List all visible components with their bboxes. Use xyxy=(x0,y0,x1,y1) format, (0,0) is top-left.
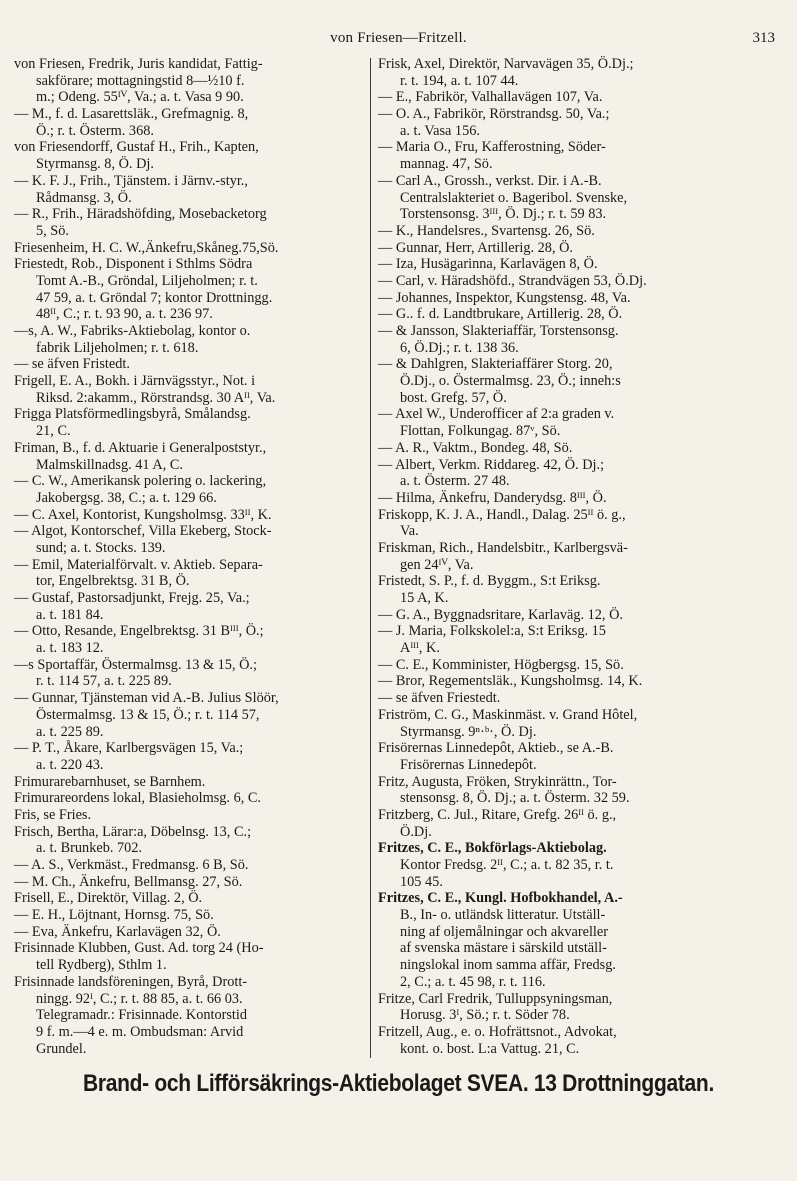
directory-line: Friskopp, K. J. A., Handl., Dalag. 25ᴵᴵ ö. g., xyxy=(378,506,626,523)
directory-line: Centralslakteriet o. Bageribol. Svenske, xyxy=(400,189,628,206)
directory-line: — se äfven Friestedt. xyxy=(378,690,501,707)
directory-line: Friskman, Rich., Handelsbitr., Karlbergsvä- xyxy=(378,539,628,556)
column-divider xyxy=(370,58,371,1058)
directory-line: 15 A, K. xyxy=(400,590,449,606)
directory-line: af svenska mästare i särskild utställ- xyxy=(400,940,607,957)
directory-line: a. t. 220 43. xyxy=(36,756,104,773)
directory-line: Grundel. xyxy=(36,1040,87,1057)
directory-line: Fritzell, Aug., e. o. Hofrättsnot., Advokat, xyxy=(378,1023,617,1040)
directory-line: Fristedt, S. P., f. d. Byggm., S:t Eriksg. xyxy=(378,573,601,590)
directory-line: Tomt A.-B., Gröndal, Liljeholmen; r. t. xyxy=(36,272,258,289)
directory-line: Östermalmsg. 13 & 15, Ö.; r. t. 114 57, xyxy=(36,706,260,723)
directory-line: Styrmansg. 8, Ö. Dj. xyxy=(36,156,154,173)
page-number: 313 xyxy=(752,30,775,46)
directory-line: kont. o. bost. L:a Vattug. 21, C. xyxy=(400,1040,580,1057)
right-column xyxy=(378,56,778,1057)
directory-line: 21, C. xyxy=(36,423,71,440)
directory-line: Horusg. 3ᴵ, Sö.; r. t. Söder 78. xyxy=(400,1007,570,1024)
directory-line: — P. T., Åkare, Karlbergsvägen 15, Va.; xyxy=(14,740,244,757)
directory-line: — se äfven Fristedt. xyxy=(14,356,130,373)
directory-line: Frigell, E. A., Bokh. i Järnvägsstyr., Not. i xyxy=(14,373,256,390)
directory-line: — Emil, Materialförvalt. v. Aktieb. Separa- xyxy=(14,556,263,573)
directory-line: stensonsg. 8, Ö. Dj.; a. t. Österm. 32 59. xyxy=(400,790,630,807)
directory-line: — A. R., Vaktm., Bondeg. 48, Sö. xyxy=(378,439,573,456)
directory-line: — G.. f. d. Landtbrukare, Artillerig. 28, Ö. xyxy=(378,306,623,323)
directory-line: a. t. Brunkeb. 702. xyxy=(36,840,143,857)
directory-line: a. t. Österm. 27 48. xyxy=(400,473,510,490)
directory-line: von Friesen, Fredrik, Juris kandidat, Fattig- xyxy=(14,56,263,72)
directory-line: — C. W., Amerikansk polering o. lackering, xyxy=(14,473,267,490)
directory-line: Fritzes, C. E., Bokförlags-Aktiebolag. xyxy=(378,840,607,857)
directory-line: a. t. 225 89. xyxy=(36,723,104,740)
directory-line: Frisell, E., Direktör, Villag. 2, Ö. xyxy=(14,890,203,907)
directory-line: Fritzes, C. E., Kungl. Hofbokhandel, A.- xyxy=(378,890,623,907)
directory-line: Fritzberg, C. Jul., Ritare, Grefg. 26ᴵᴵ ö. g., xyxy=(378,806,617,823)
directory-line: — Iza, Husägarinna, Karlavägen 8, Ö. xyxy=(378,256,598,273)
directory-line: Flottan, Folkungag. 87ᵛ, Sö. xyxy=(400,423,561,440)
directory-line: 2, C.; a. t. 45 98, r. t. 116. xyxy=(400,973,546,990)
directory-line: — Eva, Änkefru, Karlavägen 32, Ö. xyxy=(14,923,221,940)
directory-line: — & Jansson, Slakteriaffär, Torstensonsg. xyxy=(378,323,619,339)
directory-line: — Carl, v. Häradshöfd., Strandvägen 53, Ö.Dj. xyxy=(378,272,647,289)
directory-line: ningslokal inom samma affär, Fredsg. xyxy=(400,957,616,974)
directory-line: — Hilma, Änkefru, Danderydsg. 8ᴵᴵᴵ, Ö. xyxy=(378,489,607,506)
directory-line: — A. S., Verkmäst., Fredmansg. 6 B, Sö. xyxy=(14,857,249,873)
directory-line: Frigga Platsförmedlingsbyrå, Smålandsg. xyxy=(14,406,251,423)
directory-line: a. t. 181 84. xyxy=(36,606,104,623)
directory-line: — Gunnar, Herr, Artillerig. 28, Ö. xyxy=(378,239,573,256)
directory-line: —s Sportaffär, Östermalmsg. 13 & 15, Ö.; xyxy=(14,656,257,673)
directory-line: Fritz, Augusta, Fröken, Strykinrättn., Tor- xyxy=(378,773,617,790)
directory-line: Friström, C. G., Maskinmäst. v. Grand Hôtel, xyxy=(378,706,638,723)
directory-line: Frisörernas Linnedepôt. xyxy=(400,756,537,773)
directory-line: — Albert, Verkm. Riddareg. 42, Ö. Dj.; xyxy=(378,456,605,473)
directory-line: — G. A., Byggnadsritare, Karlaväg. 12, Ö. xyxy=(378,606,623,623)
directory-line: Frisinnade landsföreningen, Byrå, Drott- xyxy=(14,973,248,990)
directory-line: Kontor Fredsg. 2ᴵᴵ, C.; a. t. 82 35, r. t. xyxy=(400,857,614,873)
directory-line: — R., Frih., Häradshöfding, Mosebacketorg xyxy=(14,206,267,223)
directory-line: — K., Handelsres., Svartensg. 26, Sö. xyxy=(378,222,595,239)
directory-line: — O. A., Fabrikör, Rörstrandsg. 50, Va.; xyxy=(378,106,610,123)
directory-line: — E. H., Löjtnant, Hornsg. 75, Sö. xyxy=(14,907,214,924)
directory-line: — Maria O., Fru, Kafferostning, Söder- xyxy=(378,139,606,156)
directory-line: Rådmansg. 3, Ö. xyxy=(36,189,132,206)
directory-line: — E., Fabrikör, Valhallavägen 107, Va. xyxy=(378,89,603,106)
directory-line: — M. Ch., Änkefru, Bellmansg. 27, Sö. xyxy=(14,873,243,890)
directory-line: — Johannes, Inspektor, Kungstensg. 48, Va. xyxy=(378,289,631,306)
directory-line: r. t. 194, a. t. 107 44. xyxy=(400,72,519,89)
directory-line: Ö.Dj., o. Östermalmsg. 23, Ö.; inneh:s xyxy=(400,373,621,390)
directory-line: Frisörernas Linnedepôt, Aktieb., se A.-B. xyxy=(378,740,614,757)
directory-line: Frimurareordens lokal, Blasieholmsg. 6, C. xyxy=(14,790,261,807)
left-column xyxy=(14,56,366,1057)
directory-line: 5, Sö. xyxy=(36,222,69,239)
directory-line: Frisk, Axel, Direktör, Narvavägen 35, Ö.Dj.; xyxy=(378,56,634,72)
page-header xyxy=(0,30,797,52)
directory-line: — K. F. J., Frih., Tjänstem. i Järnv.-styr., xyxy=(14,172,248,189)
directory-line: Torstensonsg. 3ᴵᴵᴵ, Ö. Dj.; r. t. 59 83. xyxy=(400,206,607,223)
directory-line: sund; a. t. Stocks. 139. xyxy=(36,539,166,556)
directory-line: — Gunnar, Tjänsteman vid A.-B. Julius Slöör, xyxy=(14,690,279,707)
directory-line: Fritze, Carl Fredrik, Tulluppsyningsman, xyxy=(378,990,613,1007)
directory-line: Ö.Dj. xyxy=(400,823,432,840)
directory-line: Frimurarebarnhuset, se Barnhem. xyxy=(14,773,206,790)
directory-line: 9 f. m.—4 e. m. Ombudsman: Arvid xyxy=(36,1023,244,1040)
directory-line: Frisinnade Klubben, Gust. Ad. torg 24 (Ho- xyxy=(14,940,264,957)
directory-line: — Gustaf, Pastorsadjunkt, Frejg. 25, Va.; xyxy=(14,590,250,606)
directory-line: Frisch, Bertha, Lärar:a, Döbelnsg. 13, C.; xyxy=(14,823,252,840)
directory-line: — C. Axel, Kontorist, Kungsholmsg. 33ᴵᴵ, K. xyxy=(14,506,272,523)
directory-line: tor, Engelbrektsg. 31 B, Ö. xyxy=(36,573,190,590)
directory-line: gen 24ᴵⱽ, Va. xyxy=(400,556,474,573)
directory-line: Friman, B., f. d. Aktuarie i Generalpoststyr., xyxy=(14,439,267,456)
directory-line: bost. Grefg. 57, Ö. xyxy=(400,389,507,406)
directory-line: B., In- o. utländsk litteratur. Utställ- xyxy=(400,907,606,924)
directory-line: m.; Odeng. 55ᴵⱽ, Va.; a. t. Vasa 9 90. xyxy=(36,89,244,106)
directory-line: mannag. 47, Sö. xyxy=(400,156,493,173)
directory-line: Friesenheim, H. C. W.,Änkefru,Skåneg.75,Sö. xyxy=(14,239,279,256)
directory-line: a. t. Vasa 156. xyxy=(400,122,480,139)
directory-line: Jakobergsg. 38, C.; a. t. 129 66. xyxy=(36,489,217,506)
directory-line: — & Dahlgren, Slakteriaffärer Storg. 20, xyxy=(378,356,613,373)
directory-line: Friestedt, Rob., Disponent i Sthlms Södra xyxy=(14,256,253,273)
directory-line: — Axel W., Underofficer af 2:a graden v. xyxy=(378,406,615,423)
directory-line: ning af oljemålningar och akvareller xyxy=(400,923,609,940)
directory-line: — C. E., Komminister, Högbergsg. 15, Sö. xyxy=(378,656,624,673)
directory-line: — Algot, Kontorschef, Villa Ekeberg, Stock- xyxy=(14,523,272,540)
directory-line: Styrmansg. 9ⁿ·ᵇ·, Ö. Dj. xyxy=(400,723,537,740)
directory-line: Telegramadr.: Frisinnade. Kontorstid xyxy=(36,1007,248,1024)
directory-line: 47 59, a. t. Gröndal 7; kontor Drottningg. xyxy=(36,289,273,306)
directory-line: tell Rydberg), Sthlm 1. xyxy=(36,957,167,974)
directory-line: — J. Maria, Folkskolel:a, S:t Eriksg. 15 xyxy=(378,623,606,640)
directory-line: Ö.; r. t. Österm. 368. xyxy=(36,122,154,139)
directory-line: — Carl A., Grossh., verkst. Dir. i A.-B. xyxy=(378,172,602,189)
directory-line: Riksd. 2:akamm., Rörstrandsg. 30 Aᴵᴵ, Va. xyxy=(36,389,276,406)
directory-line: — Bror, Regementsläk., Kungsholmsg. 14, K. xyxy=(378,673,643,690)
directory-line: ningg. 92ᴵ, C.; r. t. 88 85, a. t. 66 03. xyxy=(36,990,243,1007)
directory-line: — M., f. d. Lasarettsläk., Grefmagnig. 8, xyxy=(14,106,249,123)
directory-line: 48ᴵᴵ, C.; r. t. 93 90, a. t. 236 97. xyxy=(36,306,213,323)
directory-line: a. t. 183 12. xyxy=(36,640,104,657)
directory-line: Aᴵᴵᴵ, K. xyxy=(400,640,440,657)
directory-line: Fris, se Fries. xyxy=(14,806,92,823)
directory-line: Va. xyxy=(400,523,419,540)
directory-line: r. t. 114 57, a. t. 225 89. xyxy=(36,673,172,690)
advertisement-footer: Brand- och Lifförsäkrings-Aktiebolaget SVEA. 13 Drottninggatan. xyxy=(82,1070,714,1097)
directory-line: —s, A. W., Fabriks-Aktiebolag, kontor o. xyxy=(14,323,251,339)
directory-line: 105 45. xyxy=(400,873,443,890)
directory-line: von Friesendorff, Gustaf H., Frih., Kapten, xyxy=(14,139,259,156)
running-head: von Friesen—Fritzell. xyxy=(330,30,467,46)
directory-line: Malmskillnadsg. 41 A, C. xyxy=(36,456,183,473)
directory-line: sakförare; mottagningstid 8—½10 f. xyxy=(36,72,245,89)
directory-line: — Otto, Resande, Engelbrektsg. 31 Bᴵᴵᴵ, Ö.; xyxy=(14,623,264,640)
directory-line: 6, Ö.Dj.; r. t. 138 36. xyxy=(400,339,519,356)
directory-line: fabrik Liljeholmen; r. t. 618. xyxy=(36,339,199,356)
